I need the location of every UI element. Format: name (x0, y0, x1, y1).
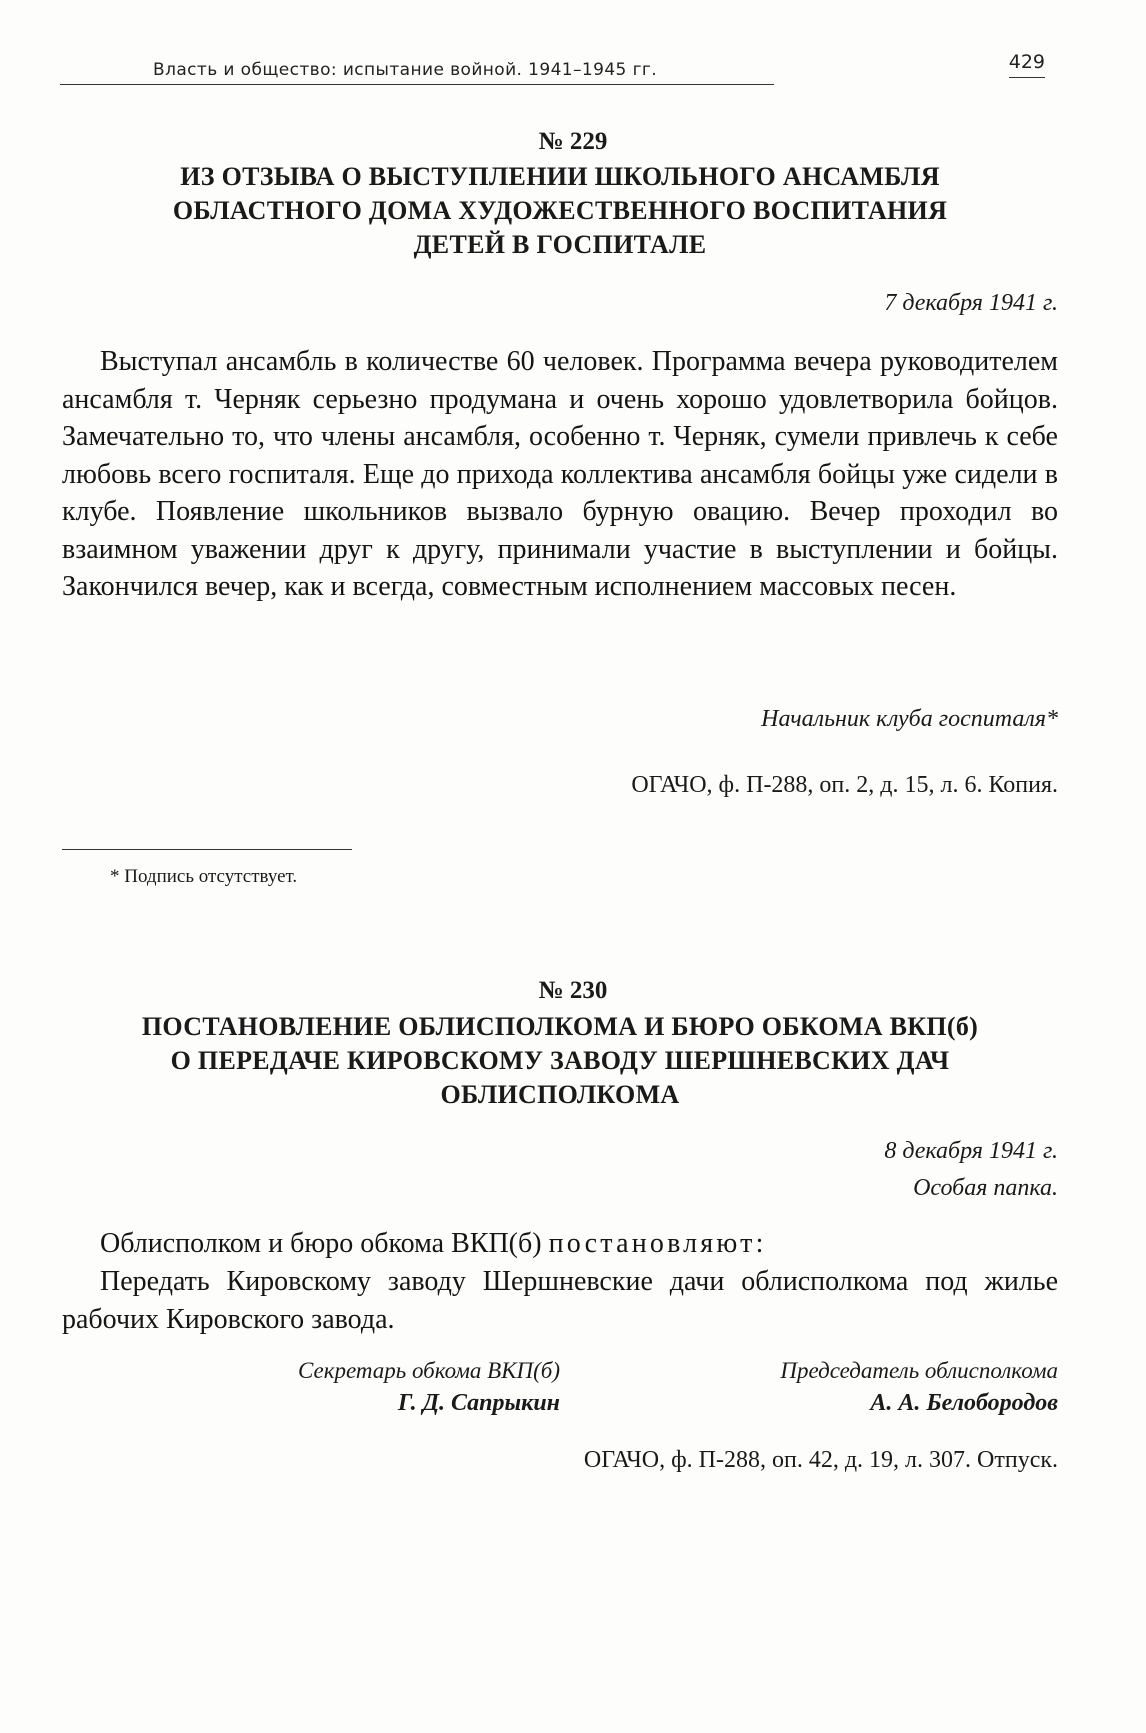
doc-230-preamble (62, 1225, 1058, 1263)
doc-230-title (60, 1010, 1060, 1112)
doc-230-sig-left-title: Секретарь обкома ВКП(б) (298, 1358, 560, 1383)
doc-229-title-line-3: ДЕТЕЙ В ГОСПИТАЛЕ (413, 230, 707, 259)
doc-230-title-line-2: О ПЕРЕДАЧЕ КИРОВСКОМУ ЗАВОДУ ШЕРШНЕВСКИХ ДАЧ (170, 1046, 950, 1075)
doc-230-sig-right-name: А. А. Белобородов (870, 1390, 1058, 1416)
doc-229-archive-ref: ОГАЧО, ф. П-288, оп. 2, д. 15, л. 6. Копия. (631, 772, 1058, 798)
doc-230-classification: Особая папка. (913, 1175, 1058, 1201)
doc-230-signature-right (658, 1354, 1058, 1420)
doc-229-signature: Начальник клуба госпиталя* (761, 706, 1058, 732)
doc-229-title (60, 160, 1060, 262)
doc-229-number: № 229 (538, 128, 608, 155)
doc-230-preamble-verb: постановляют: (548, 1228, 767, 1259)
doc-229-title-line-1: ИЗ ОТЗЫВА О ВЫСТУПЛЕНИИ ШКОЛЬНОГО АНСАМБЛЯ (180, 162, 940, 191)
doc-230-sig-right-title: Председатель облисполкома (780, 1358, 1058, 1383)
doc-230-sig-left-name: Г. Д. Сапрыкин (397, 1390, 560, 1416)
doc-229-date: 7 декабря 1941 г. (884, 290, 1058, 316)
doc-230-date: 8 декабря 1941 г. (884, 1138, 1058, 1164)
header-rule (60, 84, 774, 85)
doc-230-preamble-lead: Облисполком и бюро обкома ВКП(б) (100, 1228, 542, 1259)
doc-230-signature-left (200, 1354, 560, 1420)
doc-230-title-line-3: ОБЛИСПОЛКОМА (440, 1080, 680, 1109)
doc-230-body: Передать Кировскому заводу Шершневские дачи облисполкома под жилье рабочих Кировского завода. (62, 1266, 1058, 1335)
doc-229-body: Выступал ансамбль в количестве 60 человек. Программа вечера руководителем ансамбля т. Черняк серьезно продумана и очень хорошо удовлетворила бойцов. Замечательно то, что члены ансамбля, особенно т. Черняк, сумели привлечь к себе любовь всего госпиталя. Еще до прихода коллектива ансамбля бойцы уже сидели в клубе. Появление школьников вызвало бурную овацию. Вечер проходил во взаимном уважении друг к другу, принимали участие в выступлении и бойцы. Закончился вечер, как и всегда, совместным исполнением массовых песен. (62, 346, 1058, 602)
doc-229-title-line-2: ОБЛАСТНОГО ДОМА ХУДОЖЕСТВЕННОГО ВОСПИТАНИЯ (172, 196, 948, 225)
doc-229-footnote: * Подпись отсутствует. (110, 866, 298, 887)
footnote-rule (62, 849, 352, 850)
doc-230-archive-ref: ОГАЧО, ф. П-288, оп. 42, д. 19, л. 307. Отпуск. (583, 1447, 1058, 1473)
running-title: Власть и общество: испытание войной. 1941–1945 гг. (153, 60, 658, 80)
doc-230-title-line-1: ПОСТАНОВЛЕНИЕ ОБЛИСПОЛКОМА И БЮРО ОБКОМА ВКП(б) (141, 1012, 979, 1041)
doc-230-number: № 230 (538, 977, 608, 1004)
page-number: 429 (1009, 51, 1045, 78)
running-header (60, 44, 1055, 84)
